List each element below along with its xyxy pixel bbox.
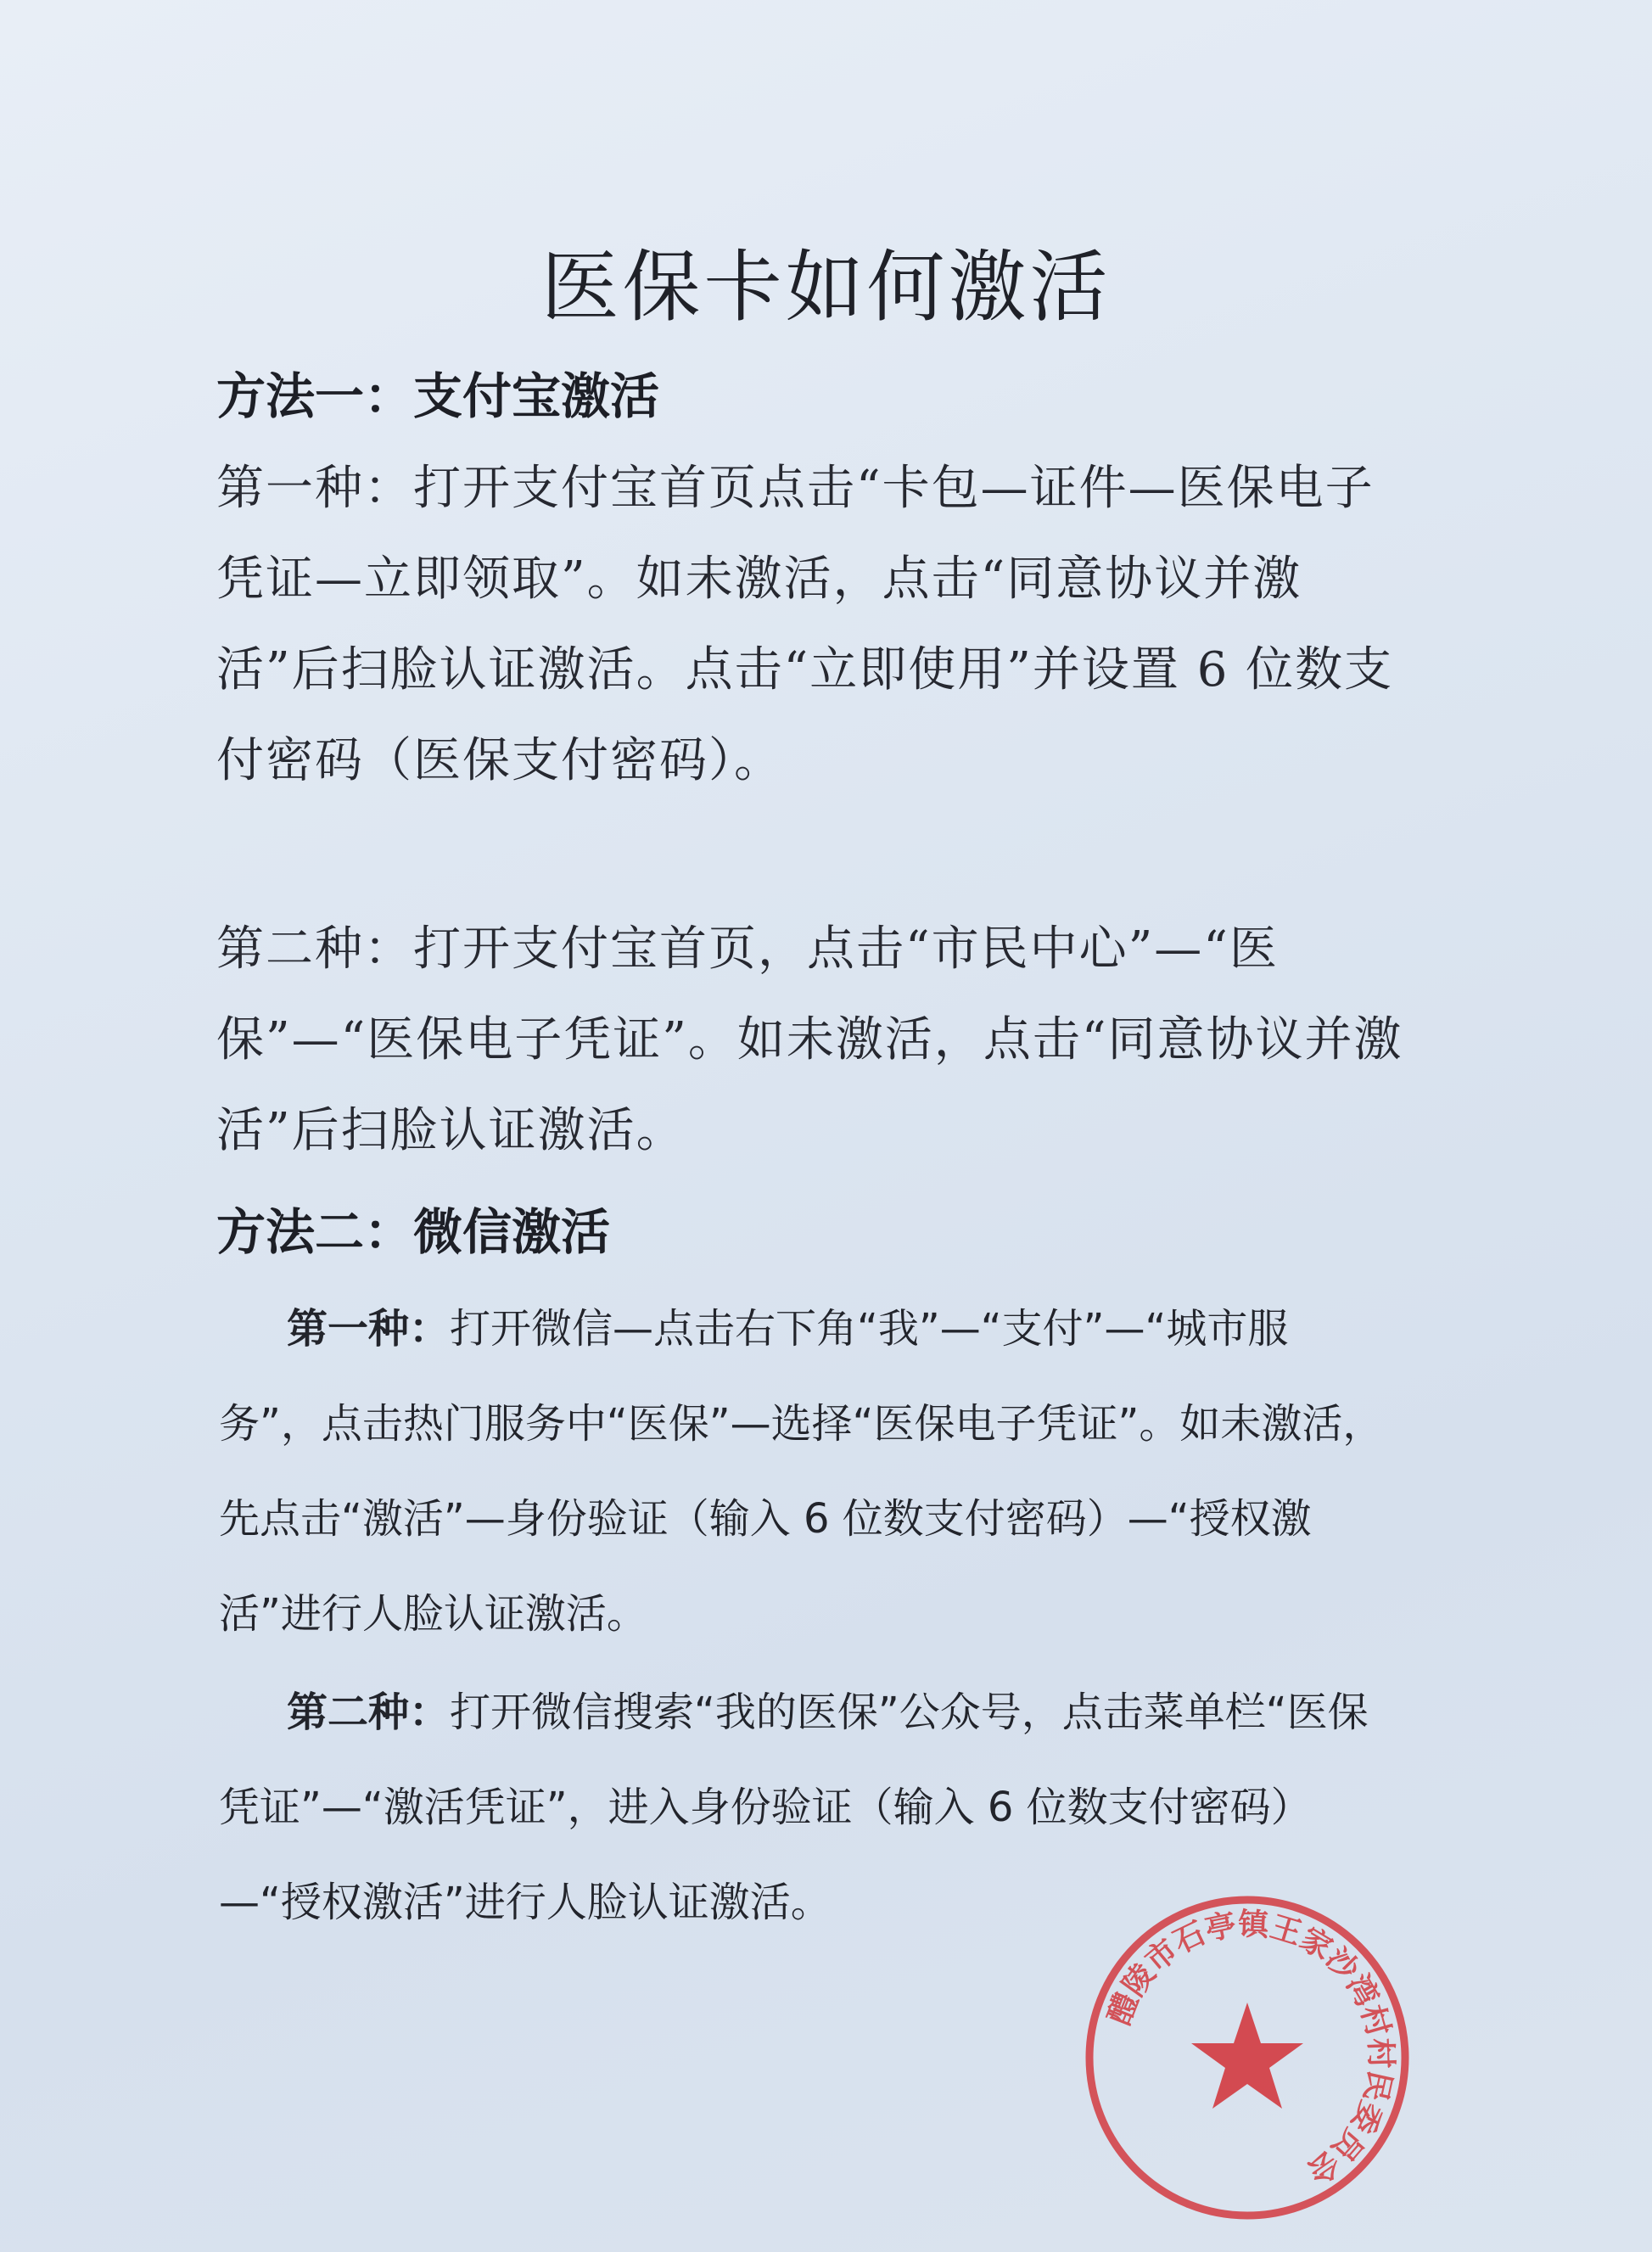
star-icon xyxy=(1191,2003,1303,2109)
document-title: 医保卡如何激活 xyxy=(540,242,1112,333)
method2-option2-text: 打开微信搜索“我的医保”公众号，点击菜单栏“医保凭证”—“激活凭证”，进入身份验证（输入 6 位数支付密码）—“授权激活”进行人脸认证激活。 xyxy=(219,1689,1369,1926)
method2-heading: 方法二：微信激活 xyxy=(216,1203,611,1261)
method2-option1-text: 打开微信—点击右下角“我”—“支付”—“城市服务”，点击热门服务中“医保”—选择“医保电子凭证”。如未激活，先点击“激活”—身份验证（输入 6 位数支付密码）—“授权激活”进行人脸认证激活。 xyxy=(219,1305,1384,1638)
method2-option1-lead: 第一种： xyxy=(287,1305,451,1353)
method2-option1 xyxy=(219,1281,1390,1661)
method1-heading: 方法一：支付宝激活 xyxy=(216,367,660,425)
seal-text: 醴陵市石亭镇王家沙湾村村民委员会 xyxy=(1100,1906,1399,2191)
method1-option1: 第一种：打开支付宝首页点击“卡包—证件—医保电子凭证—立即领取”。如未激活，点击“同意协议并激活”后扫脸认证激活。点击“立即使用”并设置 6 位数支付密码（医保支付密码）。 xyxy=(216,461,1394,788)
official-seal-stamp xyxy=(1078,1888,1417,2227)
method1-option2: 第二种：打开支付宝首页，点击“市民中心”—“医保”—“医保电子凭证”。如未激活，点击“同意协议并激活”后扫脸认证激活。 xyxy=(216,922,1403,1158)
method2-option2-lead: 第二种： xyxy=(287,1689,451,1736)
